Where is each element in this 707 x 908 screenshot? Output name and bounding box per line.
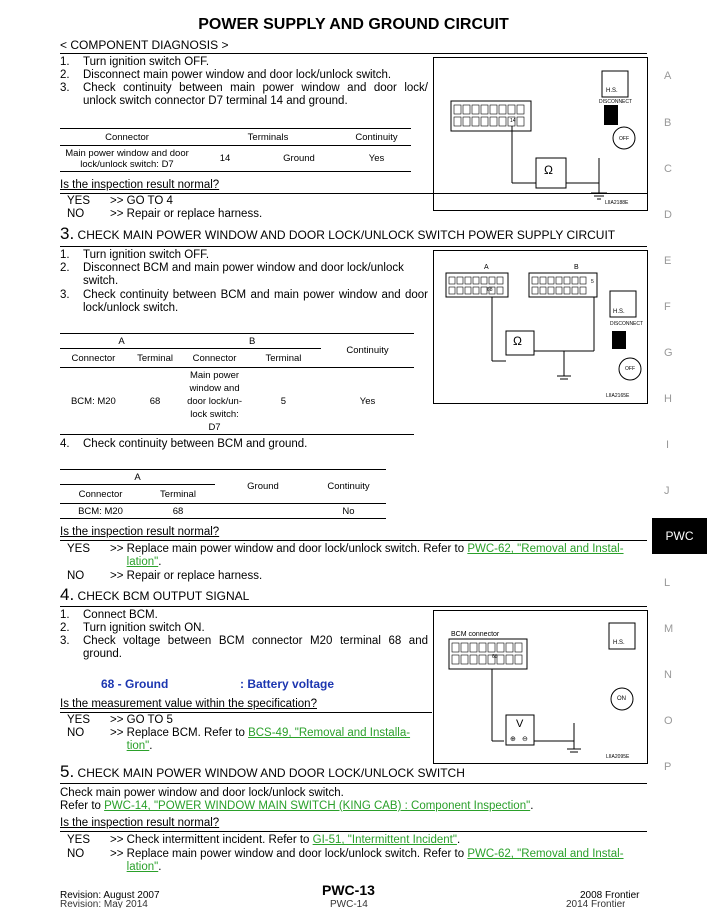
link-pwc14[interactable]: PWC-14, "POWER WINDOW MAIN SWITCH (KING CAB) : Component Inspection" [104, 800, 531, 812]
fig3-code: LIIA2095E [606, 754, 630, 760]
spec-terminal: 68 - Ground [101, 677, 169, 691]
fig1-code: LIIA2188E [605, 200, 629, 206]
side-index-n[interactable]: N [664, 669, 672, 681]
fig1-disconnect: DISCONNECT [599, 99, 633, 105]
side-index-f[interactable]: F [664, 301, 671, 313]
page-title: POWER SUPPLY AND GROUND CIRCUIT [198, 16, 509, 33]
step2-yes: YES >> GO TO 4 [67, 195, 173, 207]
step4-yes: YES >> GO TO 5 [67, 714, 173, 726]
spec-value: : Battery voltage [240, 677, 335, 691]
fig2-off: OFF [625, 366, 635, 372]
step2-item-1: 1. Turn ignition switch OFF. [60, 56, 210, 68]
divider [60, 53, 647, 54]
step2-table: Connector Terminals Continuity Main power window and door lock/unlock switch: D7 14 Ground Yes [60, 128, 411, 172]
side-index-j[interactable]: J [664, 485, 670, 497]
side-index-h[interactable]: H [664, 393, 672, 405]
ohm-icon: Ω [544, 163, 553, 177]
step3-no: NO >> Repair or replace harness. [67, 570, 263, 582]
side-index-g[interactable]: G [664, 347, 673, 359]
side-index-l[interactable]: L [664, 577, 671, 589]
step4-no: NO >> Replace BCM. Refer to BCS-49, "Removal and Installa- tion". [67, 727, 411, 752]
footer-revision-2: Revision: May 2014 [60, 899, 148, 908]
fig2-code: LIIA2165E [606, 393, 630, 399]
side-index-e[interactable]: E [664, 255, 672, 267]
side-index-d[interactable]: D [664, 209, 672, 221]
footer-page-2: PWC-14 [330, 899, 368, 908]
step4-item-2: 2. Turn ignition switch ON. [60, 622, 205, 634]
step5-heading: 5. CHECK MAIN POWER WINDOW AND DOOR LOCK/UNLOCK SWITCH [60, 762, 465, 781]
divider [60, 246, 647, 247]
footer-revision: Revision: August 2007 [60, 890, 160, 901]
fig2-terminal-a: 68 [487, 287, 493, 293]
link-bcs49[interactable]: BCS-49, "Removal and Installa- [248, 727, 411, 739]
footer-page: PWC-13 [322, 882, 375, 898]
step3-table: A B Continuity Connector Terminal Connector Terminal BCM: M20 68 Main power window and door lock/un-lock switch: D7 5 Yes [60, 333, 414, 435]
step3-yes: YES >> Replace main power window and door lock/unlock switch. Refer to PWC-62, "Removal and Instal- lation". [67, 543, 624, 568]
divider [60, 831, 647, 832]
figure-3 [433, 610, 648, 764]
fig2-a: A [484, 264, 489, 271]
step5-yes: YES >> Check intermittent incident. Refer to GI-51, "Intermittent Incident". [67, 834, 461, 846]
divider [60, 783, 647, 784]
fig3-on: ON [617, 696, 626, 702]
step5-no: NO >> Replace main power window and door lock/unlock switch. Refer to PWC-62, "Removal and Instal- lation". [67, 848, 624, 873]
step4-item-3: 3. Check voltage between BCM connector M20 terminal 68 and ground. [60, 635, 428, 660]
figure-1 [433, 57, 648, 211]
step2-item-2: 2. Disconnect main power window and door lock/unlock switch. [60, 69, 392, 81]
fig3-minus: ⊖ [522, 736, 528, 743]
divider [60, 712, 432, 713]
divider [60, 540, 647, 541]
fig3-hs: H.S. [613, 640, 625, 646]
footer-model-2: 2014 Frontier [566, 899, 626, 908]
step5-line-1: Check main power window and door lock/unlock switch. [60, 787, 344, 799]
fig1-hs: H.S. [606, 88, 618, 94]
voltmeter-icon: V [516, 718, 524, 730]
side-index-m[interactable]: M [664, 623, 674, 635]
fig2-terminal-b: 5 [591, 279, 594, 285]
fig3-plus: ⊕ [510, 736, 516, 743]
link-pwc62-b-cont[interactable]: lation" [126, 861, 159, 873]
ohm-icon: Ω [513, 334, 522, 348]
footer-model: 2008 Frontier [580, 890, 640, 901]
step3-item-2: 2. Disconnect BCM and main power window and door lock/unlock switch. [60, 262, 404, 287]
side-index-a[interactable]: A [664, 70, 672, 82]
step2-no: NO >> Repair or replace harness. [67, 208, 263, 220]
component-label: < COMPONENT DIAGNOSIS > [60, 38, 229, 52]
step3-question: Is the inspection result normal? [60, 526, 220, 538]
link-bcs49-cont[interactable]: tion" [126, 740, 150, 752]
side-index-p[interactable]: P [664, 761, 672, 773]
step3-heading: 3. CHECK MAIN POWER WINDOW AND DOOR LOCK/UNLOCK SWITCH POWER SUPPLY CIRCUIT [60, 224, 616, 243]
fig3-terminal: 68 [492, 654, 498, 660]
step5-question: Is the inspection result normal? [60, 817, 220, 829]
step5-line-2: Refer to PWC-14, "POWER WINDOW MAIN SWITCH (KING CAB) : Component Inspection". [60, 800, 534, 812]
side-index-c[interactable]: C [664, 163, 672, 175]
fig2-disconnect: DISCONNECT [610, 321, 644, 327]
fig2-b: B [574, 264, 579, 271]
side-index-i[interactable]: I [666, 439, 670, 451]
link-pwc62-cont[interactable]: lation" [126, 556, 159, 568]
fig3-label: BCM connector [451, 631, 500, 638]
figure-2 [433, 250, 648, 404]
step2-question: Is the inspection result normal? [60, 179, 220, 191]
step3-item-1: 1. Turn ignition switch OFF. [60, 249, 210, 261]
link-pwc62-b[interactable]: PWC-62, "Removal and Instal- [467, 848, 624, 860]
fig2-hs: H.S. [613, 309, 625, 315]
side-index-o[interactable]: O [664, 715, 673, 727]
step3-item-3: 3. Check continuity between BCM and main power window and door lock/unlock switch. [60, 289, 428, 314]
step3-table2: A Ground Continuity Connector Terminal BCM: M20 68 No [60, 469, 386, 519]
fig1-off: OFF [619, 136, 629, 142]
fig1-terminal: 14 [510, 118, 516, 124]
step4-item-1: 1. Connect BCM. [60, 609, 158, 621]
side-index-b[interactable]: B [664, 117, 672, 129]
link-gi51[interactable]: GI-51, "Intermittent Incident" [312, 834, 457, 846]
step3-item-4: 4. Check continuity between BCM and ground. [60, 438, 308, 450]
step2-item-3: 3. Check continuity between main power window and door lock/ unlock switch connector D7 terminal 14 and ground. [60, 82, 428, 107]
step4-heading: 4. CHECK BCM OUTPUT SIGNAL [60, 585, 250, 604]
link-pwc62[interactable]: PWC-62, "Removal and Instal- [467, 543, 624, 555]
side-index-pwc[interactable]: PWC [652, 518, 707, 554]
step4-question: Is the measurement value within the specification? [60, 698, 317, 710]
divider [60, 606, 647, 607]
